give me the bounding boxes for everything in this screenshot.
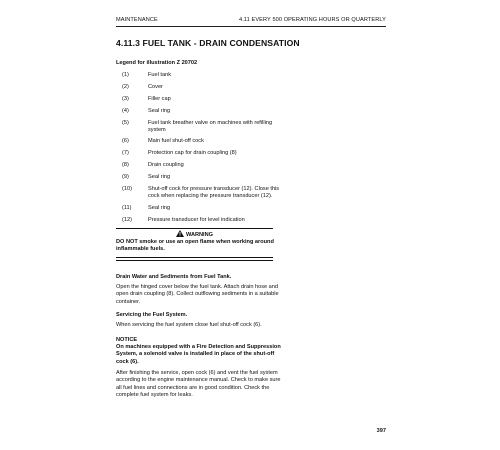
legend-item — [116, 162, 286, 169]
legend-item-number: (1) — [122, 72, 129, 78]
notice-heading: NOTICE — [116, 337, 138, 343]
legend-item-text: Cover — [148, 83, 163, 90]
warning-bottom-rule-double — [116, 260, 273, 261]
warning-top-rule — [116, 228, 273, 229]
legend-item-number: (6) — [122, 138, 129, 145]
legend-item — [116, 72, 286, 79]
legend-item-text: Protection cap for drain coupling (8) — [148, 150, 237, 157]
legend-list — [116, 72, 286, 229]
page-title: 4.11.3 FUEL TANK - DRAIN CONDENSATION — [116, 38, 300, 48]
header-divider — [116, 26, 386, 27]
legend-item — [116, 138, 286, 145]
legend-item-text: Seal ring — [148, 204, 171, 211]
legend-item-number: (11) — [122, 204, 132, 211]
legend-item-number: (5) — [122, 119, 129, 126]
legend-item — [116, 205, 286, 212]
legend-item-number: (10) — [122, 186, 132, 193]
warning-bottom-rule — [116, 257, 273, 258]
legend-item-text: Fuel tank breather valve on machines with refilling system — [148, 119, 273, 133]
header-chapter-label: 4.11 EVERY 500 OPERATING HOURS OR QUARTERLY — [239, 17, 386, 23]
legend-item-text: Fuel tank — [148, 72, 172, 78]
legend-item-number: (4) — [122, 107, 129, 114]
notice-text: On machines equipped with a Fire Detection and Suppression System, a solenoid valve is installed in place of the shut-off cock (6). — [116, 344, 281, 365]
page-number: 397 — [376, 428, 386, 434]
legend-item-number: (12) — [122, 216, 132, 223]
legend-item-number: (9) — [122, 174, 129, 181]
legend-item — [116, 96, 286, 103]
warning-label: WARNING — [185, 231, 214, 238]
warning-triangle-icon — [176, 230, 184, 239]
warning-text: DO NOT smoke or use an open flame when working around inflammable fuels. — [116, 239, 274, 253]
legend-item — [116, 120, 286, 134]
legend-item — [116, 186, 286, 200]
legend-item-text: Pressure transducer for level indication — [148, 216, 245, 223]
servicing-heading: Servicing the Fuel System. — [116, 312, 188, 318]
drain-text: Open the hinged cover below the fuel tank. Attach drain hose and open drain coupling (8). Collect outflowing sediments in a suitable container. — [116, 284, 279, 305]
warning-heading — [116, 230, 273, 239]
legend-item-text: Shut-off cock for pressure transducer (12). Close this cock when replacing the pressure transducer (12). — [148, 186, 280, 200]
legend-item-number: (3) — [122, 95, 129, 102]
servicing-text: When servicing the fuel system close fuel shut-off cock (6). — [116, 322, 262, 328]
legend-item — [116, 108, 286, 115]
legend-item-text: Drain coupling — [148, 162, 184, 169]
legend-item-text: Main fuel shut-off cock — [148, 138, 204, 145]
legend-item — [116, 217, 286, 224]
legend-heading: Legend for illustration Z 20702 — [116, 60, 198, 66]
drain-heading: Drain Water and Sediments from Fuel Tank. — [116, 274, 232, 280]
legend-item-text: Seal ring — [148, 174, 171, 181]
header-section-label: MAINTENANCE — [116, 17, 158, 23]
legend-item-number: (7) — [122, 150, 129, 157]
legend-item — [116, 150, 286, 157]
legend-item-text: Filler cap — [148, 95, 171, 102]
legend-item — [116, 174, 286, 181]
legend-item-number: (8) — [122, 162, 129, 169]
legend-item-text: Seal ring — [148, 107, 171, 114]
after-service-text: After finishing the service, open cock (6) and vent the fuel system according to the engine maintenance manual. Check to make sure all fuel lines and connections are in good condition. Check the complete fuel system for leaks. — [116, 370, 281, 398]
legend-item-number: (2) — [122, 83, 129, 90]
legend-item — [116, 84, 286, 91]
